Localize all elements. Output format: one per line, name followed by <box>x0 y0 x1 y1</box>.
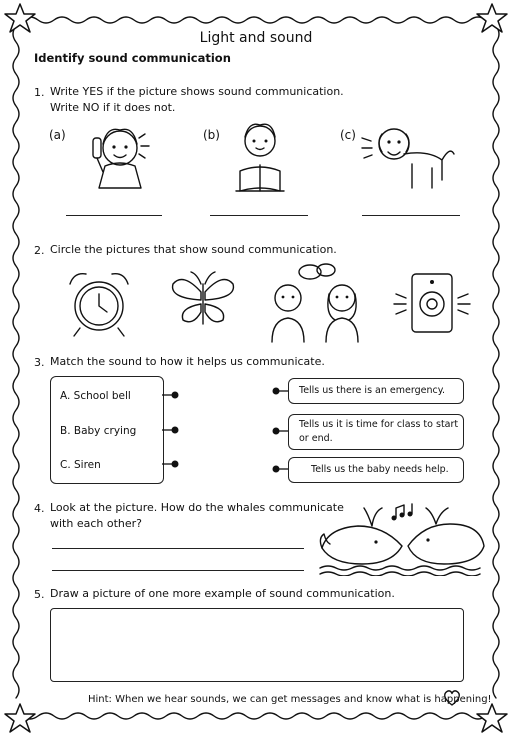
answer-line-b[interactable] <box>210 215 308 216</box>
meaning-box-3 <box>288 457 464 483</box>
girl-on-phone-icon <box>75 118 165 198</box>
q3-text: Match the sound to how it helps us communicate. <box>50 355 325 368</box>
heart-icon <box>442 688 462 708</box>
meaning-box-2 <box>288 414 464 450</box>
star-icon <box>5 4 35 32</box>
star-icon <box>477 704 507 732</box>
q4-answer-line-2[interactable] <box>52 570 304 571</box>
drawing-area[interactable] <box>50 608 464 682</box>
match-dot[interactable] <box>172 427 179 434</box>
speaker-icon[interactable] <box>392 270 472 336</box>
q2-number: 2. <box>34 244 45 257</box>
sound-item-a: A. School bell <box>60 390 131 402</box>
barking-dog-icon <box>360 120 460 196</box>
q1-line1: Write YES if the picture shows sound communication. <box>50 85 344 98</box>
meaning-text-3: Tells us the baby needs help. <box>311 464 449 475</box>
star-icon <box>5 704 35 732</box>
q1-number: 1. <box>34 86 45 99</box>
answer-line-a[interactable] <box>66 215 162 216</box>
q5-text: Draw a picture of one more example of sound communication. <box>50 587 395 600</box>
section-subtitle: Identify sound communication <box>34 51 231 65</box>
star-icon <box>477 4 507 32</box>
q5-number: 5. <box>34 588 45 601</box>
match-dot[interactable] <box>172 392 179 399</box>
q4-answer-line-1[interactable] <box>52 548 304 549</box>
meaning-text-2a: Tells us it is time for class to start <box>299 419 459 430</box>
meaning-text-1: Tells us there is an emergency. <box>299 385 445 396</box>
answer-line-c[interactable] <box>362 215 460 216</box>
sound-item-b: B. Baby crying <box>60 425 137 437</box>
q4-number: 4. <box>34 502 45 515</box>
meaning-box-1 <box>288 378 464 404</box>
hint-text: Hint: When we hear sounds, we can get messages and know what is happening! <box>88 694 492 705</box>
page-title: Light and sound <box>199 30 313 46</box>
q1-label-c: (c) <box>340 128 356 142</box>
children-talking-icon[interactable] <box>262 262 374 344</box>
q1-line2: Write NO if it does not. <box>50 101 176 114</box>
q3-number: 3. <box>34 356 45 369</box>
boy-reading-book-icon <box>228 115 292 197</box>
match-dot[interactable] <box>172 461 179 468</box>
whales-singing-icon <box>316 498 490 576</box>
q4-line2: with each other? <box>50 517 143 530</box>
q2-text: Circle the pictures that show sound communication. <box>50 243 337 256</box>
sound-match-dots <box>160 390 182 472</box>
q1-label-a: (a) <box>49 128 66 142</box>
q1-label-b: (b) <box>203 128 220 142</box>
meaning-text-2b: or end. <box>299 433 333 444</box>
butterfly-icon[interactable] <box>168 270 238 334</box>
alarm-clock-icon[interactable] <box>62 268 136 338</box>
sound-item-c: C. Siren <box>60 459 101 471</box>
q4-line1: Look at the picture. How do the whales communicate <box>50 501 344 514</box>
